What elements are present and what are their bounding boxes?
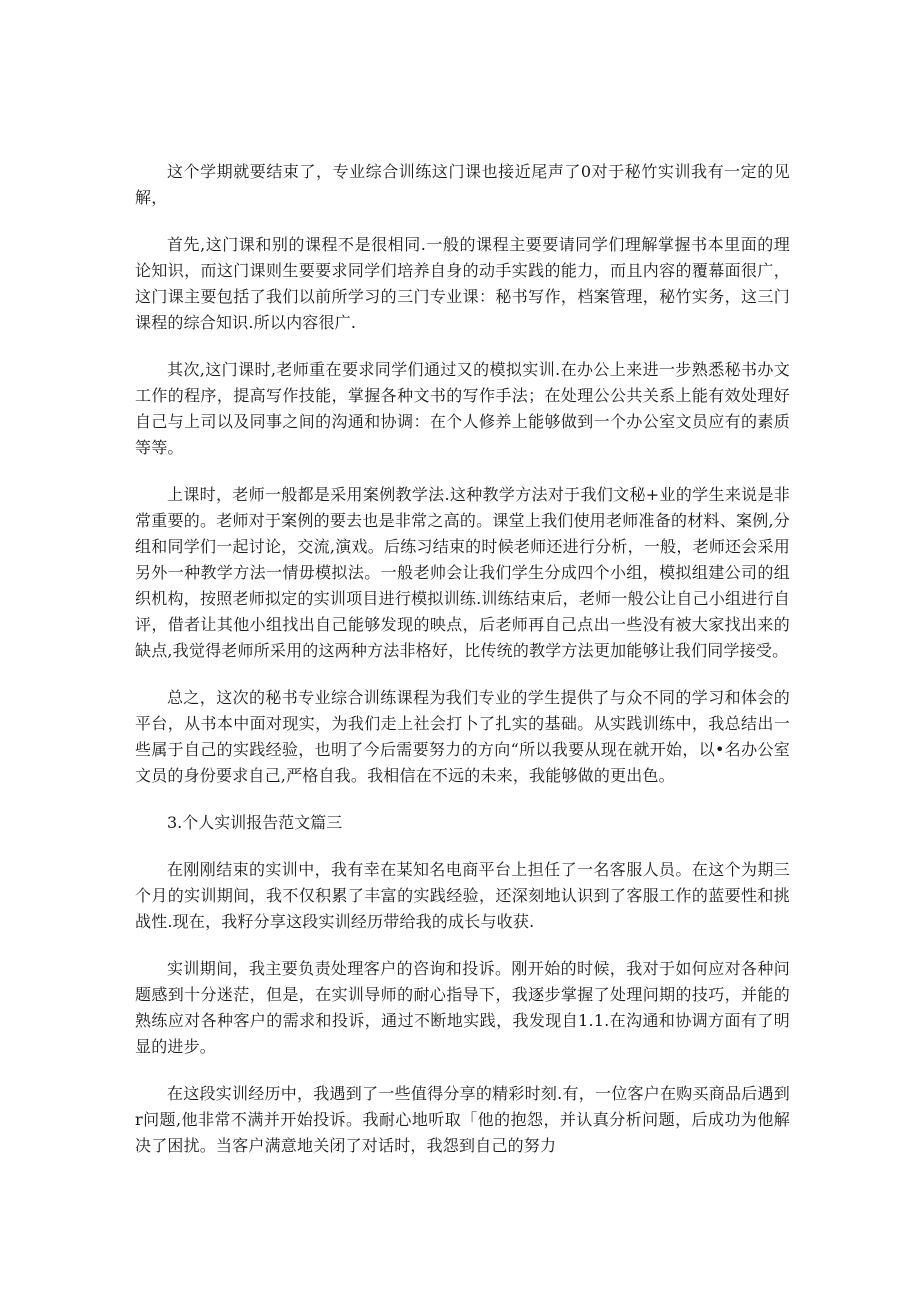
paragraph-7: 实训期间，我主要负责处理客户的咨询和投诉。刚开始的时候，我对于如何应对各种问题感到十分迷茫，但是，在实训导师的耐心指导下，我逐步掌握了处理问期的技巧，并能的熟练应对各种客户的需求和投诉，通过不断地实践，我发现自1.1.在沟通和协调方面有了明显的进步。: [135, 959, 790, 1056]
paragraph-8: 在这段实训经历中，我遇到了一些值得分享的精彩时刻.有，一位客户在购买商品后遇到r问题,他非常不满并开始投诉。我耐心地听取「他的抱怨，并认真分析问题，后成功为他解决了困扰。当客户满意地关闭了对话时，我怨到自己的努力: [135, 1084, 790, 1155]
paragraph-3: 其次,这门课时,老师重在要求同学们通过又的模拟实训.在办公上来进一步熟悉秘书办文工作的程序，提高写作技能，掌握各种文书的写作手法；在处理公公共关系上能有效处理好自己与上司以及同事之间的沟通和协调：在个人修养上能够做到一个办公室文员应有的素质等等。: [135, 360, 790, 457]
paragraph-2: 首先,这门课和别的课程不是很相同.一般的课程主要要请同学们理解掌握书本里面的理论知识，而这门课则生要要求同学们培养自身的动手实践的能力，而且内容的覆幕面很广，这门课主要包括了我们以前所学习的三门专业课：秘书写作，档案管理，秘竹实务，这三门课程的综合知识.所以内容很广.: [135, 235, 790, 332]
paragraph-6: 在刚刚结束的实训中，我有幸在某知名电商平台上担任了一名客服人员。在这个为期三个月的实训期间，我不仅积累了丰富的实践经验，还深刻地认识到了客服工作的蓝要性和挑战性.现在，我籽分享这段实训经历带给我的成长与收获.: [135, 860, 790, 931]
paragraph-5: 总之，这次的秘书专业综合训练课程为我们专业的学生提供了与众不同的学习和体会的平台，从书本中面对现实，为我们走上社会打卜了扎实的基础。从实践训练中，我总结出一些属于自己的实践经验，也明了今后需要努力的方向“所以我要从现在就开始，以•名办公室文员的身份要求自己,严格自我。我相信在不远的未来，我能够做的更出色。: [135, 688, 790, 785]
section-heading: 3.个人实训报告范文篇三: [167, 813, 343, 832]
paragraph-4: 上课时，老师一般都是采用案例教学法.这种教学方法对于我们文秘+业的学生来说是非常重要的。老师对于案例的要去也是非常之高的。课堂上我们使用老师准备的材料、案例,分组和同学们一起讨论，交流,演戏。后练习结束的时候老师还进行分析，一般，老师还会采用另外一种教学方法一情毋模拟法。一般老帅会让我们学生分成四个小组，模拟组建公司的组织机构，按照老师拟定的实训项目进行模拟训练.训练结束后，老师一般公让自己小组进行自评，借者让其他小组找出自己能够发现的映点，后老师再自己点出一些没有被大家找出来的缺点,我觉得老师所采用的这两种方法非格好，比传统的教学方法更加能够让我们同学接受。: [135, 485, 790, 660]
document-body: [135, 159, 790, 1180]
paragraph-1: 这个学期就要结束了，专业综合训练这门课也接近尾声了0对于秘竹实训我有一定的见解，: [135, 162, 790, 207]
